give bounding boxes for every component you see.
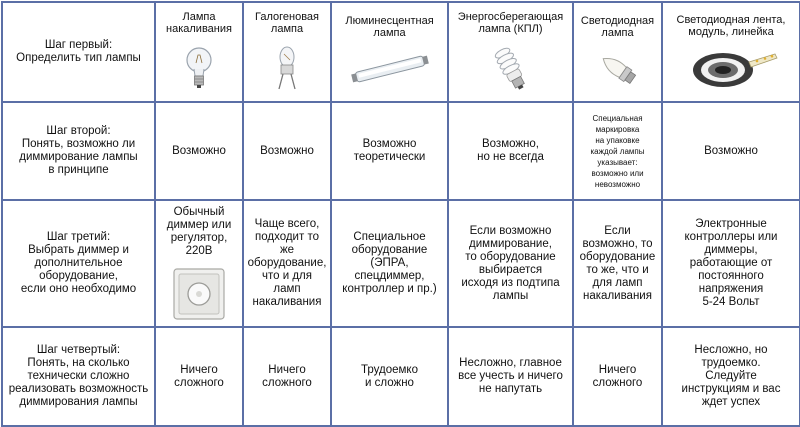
step-3-row (2, 200, 800, 327)
lamp-col-incandescent (155, 2, 243, 102)
step-3-incandescent-text: Обычный диммер или регулятор, 220В (166, 205, 232, 257)
lamp-col-cfl (448, 2, 573, 102)
led-strip-reel-icon (683, 48, 779, 90)
led-candle-bulb-icon (594, 49, 642, 89)
step-2-label: Шаг второй: Понять, возможно ли диммирование лампы в принципе (2, 102, 155, 200)
step-3-label: Шаг третий: Выбрать диммер и дополнительное оборудование, если оно необходимо (2, 200, 155, 327)
lamp-col-halogen (243, 2, 331, 102)
step-3-cfl: Если возможно диммирование, то оборудование выбирается исходя из подтипа лампы (448, 200, 573, 327)
lamp-col-fluorescent (331, 2, 448, 102)
step-4-halogen: Ничего сложного (243, 327, 331, 426)
step-3-fluorescent: Специальное оборудование (ЭПРА, спецдиммер, контроллер и пр.) (331, 200, 448, 327)
lamp-col-led-strip (662, 2, 800, 102)
step-2-led: Специальная маркировка на упаковке каждой лампы указывает: возможно или невозможно (573, 102, 662, 200)
fluorescent-tube-icon (350, 49, 430, 89)
halogen-capsule-icon (270, 45, 304, 93)
step-3-halogen: Чаще всего, подходит то же оборудование, что и для ламп накаливания (243, 200, 331, 327)
lamp-name: Энергосберегающая лампа (КПЛ) (457, 11, 564, 35)
step-2-fluorescent: Возможно теоретически (331, 102, 448, 200)
lamp-name: Светодиодная лента, модуль, линейка (676, 14, 786, 38)
cfl-spiral-icon (489, 45, 533, 93)
step-2-led-strip: Возможно (662, 102, 800, 200)
step-2-cfl: Возможно, но не всегда (448, 102, 573, 200)
lamp-dimming-table (1, 1, 800, 427)
step-2-row (2, 102, 800, 200)
step-3-led-strip: Электронные контроллеры или диммеры, работающие от постоянного напряжения 5-24 Вольт (662, 200, 800, 327)
step-4-label: Шаг четвертый: Понять, на сколько технически сложно реализовать возможность диммирования лампы (2, 327, 155, 426)
lamp-name: Светодиодная лампа (580, 15, 655, 39)
step-4-fluorescent: Трудоемко и сложно (331, 327, 448, 426)
step-2-incandescent: Возможно (155, 102, 243, 200)
step-4-row (2, 327, 800, 426)
step-4-cfl: Несложно, главное все учесть и ничего не напутать (448, 327, 573, 426)
step-4-led: Ничего сложного (573, 327, 662, 426)
incandescent-bulb-icon (184, 45, 214, 93)
step-3-led: Если возможно, то оборудование то же, что и для ламп накаливания (573, 200, 662, 327)
lamp-name: Лампа накаливания (166, 11, 232, 35)
step-4-incandescent: Ничего сложного (155, 327, 243, 426)
lamp-name: Галогеновая лампа (255, 11, 319, 35)
step-1-label: Шаг первый: Определить тип лампы (2, 2, 155, 102)
header-row (2, 2, 800, 102)
lamp-col-led (573, 2, 662, 102)
step-2-halogen: Возможно (243, 102, 331, 200)
step-3-incandescent (155, 200, 243, 327)
wall-dimmer-switch-icon (171, 266, 227, 322)
lamp-name: Люминесцентная лампа (345, 15, 434, 39)
step-4-led-strip: Несложно, но трудоемко. Следуйте инструкциям и вас ждет успех (662, 327, 800, 426)
